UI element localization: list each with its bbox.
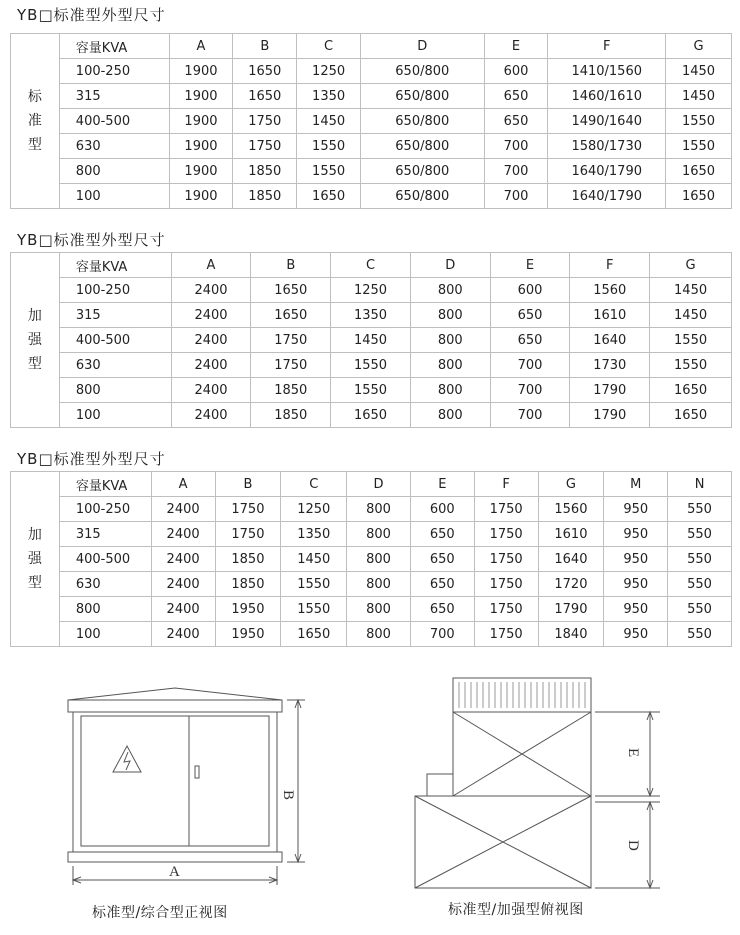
dimension-cell: 1790: [538, 597, 604, 622]
column-header: C: [297, 34, 361, 59]
dimension-cell: 950: [604, 547, 668, 572]
dimension-cell: 1650: [650, 378, 732, 403]
dimension-cell: 650: [484, 84, 548, 109]
table-row: [11, 59, 732, 84]
capacity-cell: 100-250: [59, 59, 169, 84]
side-label-char: 型: [27, 137, 42, 153]
side-label-char: 型: [27, 356, 42, 372]
dimension-cell: 1460/1610: [548, 84, 666, 109]
dimension-cell: 1850: [215, 572, 281, 597]
dimension-cell: 1750: [474, 497, 538, 522]
dimension-cell: 1350: [331, 303, 411, 328]
dimension-cell: 950: [604, 622, 668, 647]
dimension-cell: 950: [604, 497, 668, 522]
column-header: G: [666, 34, 732, 59]
column-header: B: [215, 472, 281, 497]
capacity-cell: 400-500: [59, 328, 171, 353]
dimension-cell: 1450: [666, 84, 732, 109]
side-label-char: 型: [27, 575, 42, 591]
dimension-cell: 1900: [169, 84, 233, 109]
dimension-cell: 1640: [570, 328, 650, 353]
dimension-cell: 2400: [171, 328, 251, 353]
column-header: F: [570, 253, 650, 278]
dimension-cell: 1410/1560: [548, 59, 666, 84]
column-header: 容量KVA: [59, 472, 151, 497]
dimension-cell: 650/800: [361, 109, 485, 134]
cabinet-base: [68, 852, 282, 862]
dimension-cell: 1650: [251, 278, 331, 303]
dimension-cell: 1750: [474, 572, 538, 597]
dimension-cell: 650/800: [361, 159, 485, 184]
dimension-cell: 1950: [215, 597, 281, 622]
dimension-cell: 1850: [233, 159, 297, 184]
vent-grille: [453, 678, 591, 712]
side-label-char: 准: [27, 113, 42, 129]
capacity-cell: 315: [59, 522, 151, 547]
capacity-cell: 400-500: [59, 109, 169, 134]
column-header: B: [251, 253, 331, 278]
capacity-cell: 400-500: [59, 547, 151, 572]
dimension-cell: 1900: [169, 159, 233, 184]
capacity-cell: 630: [59, 572, 151, 597]
dimension-cell: 800: [347, 572, 411, 597]
dimension-cell: 550: [668, 572, 732, 597]
side-label-char: 强: [27, 332, 42, 348]
dimension-cell: 1790: [570, 403, 650, 428]
column-header: A: [151, 472, 215, 497]
dimension-cell: 1750: [251, 328, 331, 353]
dimension-cell: 700: [484, 159, 548, 184]
dimension-cell: 1550: [331, 378, 411, 403]
dimension-cell: 800: [410, 353, 490, 378]
front-view-caption: 标准型/综合型正视图: [92, 905, 228, 921]
table-row: [11, 497, 732, 522]
dimension-cell: 1750: [474, 622, 538, 647]
dimension-cell: 600: [484, 59, 548, 84]
dimension-cell: 1610: [538, 522, 604, 547]
dimension-cell: 1640: [538, 547, 604, 572]
table-header-row: [11, 253, 732, 278]
column-header: A: [169, 34, 233, 59]
side-label-char: 标: [27, 89, 42, 105]
dimension-cell: 950: [604, 597, 668, 622]
label-d: D: [625, 840, 641, 851]
column-header: E: [410, 472, 474, 497]
dimension-cell: 1650: [650, 403, 732, 428]
table-title-3: YB□标准型外型尺寸: [17, 450, 166, 468]
dimension-cell: 650: [410, 597, 474, 622]
column-header: N: [668, 472, 732, 497]
table-row: [11, 597, 732, 622]
top-view-drawing: [405, 670, 675, 900]
column-header: D: [410, 253, 490, 278]
dimension-cell: 700: [410, 622, 474, 647]
column-header: F: [474, 472, 538, 497]
dimension-cell: 550: [668, 497, 732, 522]
dimension-cell: 1550: [281, 597, 347, 622]
dimension-cell: 650: [484, 109, 548, 134]
label-e: E: [625, 748, 641, 758]
table-row: [11, 303, 732, 328]
dimension-cell: 800: [347, 497, 411, 522]
capacity-cell: 100-250: [59, 278, 171, 303]
table-row: [11, 522, 732, 547]
column-header: G: [538, 472, 604, 497]
dimension-cell: 800: [347, 622, 411, 647]
table-row: [11, 622, 732, 647]
dimension-cell: 650/800: [361, 59, 485, 84]
label-b: B: [280, 790, 296, 801]
dimension-cell: 1840: [538, 622, 604, 647]
dimension-cell: 650: [490, 328, 570, 353]
dimension-cell: 1450: [650, 303, 732, 328]
spec-table-reinforced: [10, 252, 732, 428]
spec-table-reinforced-extended: [10, 471, 732, 647]
lightning-icon: [124, 752, 130, 770]
capacity-cell: 630: [59, 353, 171, 378]
dimension-cell: 1900: [169, 109, 233, 134]
dimension-cell: 700: [490, 403, 570, 428]
dimension-cell: 800: [347, 597, 411, 622]
dimension-cell: 1450: [331, 328, 411, 353]
dimension-cell: 700: [490, 378, 570, 403]
cabinet-body: [73, 712, 277, 852]
dimension-cell: 1650: [233, 59, 297, 84]
dimension-cell: 700: [484, 134, 548, 159]
dimension-cell: 650/800: [361, 84, 485, 109]
side-label-char: 加: [27, 308, 42, 324]
capacity-cell: 800: [59, 159, 169, 184]
capacity-cell: 100: [59, 184, 169, 209]
dimension-cell: 550: [668, 597, 732, 622]
dimension-cell: 1350: [281, 522, 347, 547]
capacity-cell: 315: [59, 84, 169, 109]
dimension-cell: 1550: [666, 134, 732, 159]
dimension-cell: 1610: [570, 303, 650, 328]
dimension-cell: 1550: [666, 109, 732, 134]
table-row: [11, 572, 732, 597]
dimension-cell: 1450: [666, 59, 732, 84]
dimension-cell: 1640/1790: [548, 184, 666, 209]
side-label: [11, 472, 60, 647]
dimension-cell: 1650: [233, 84, 297, 109]
dimension-cell: 2400: [151, 497, 215, 522]
dimension-cell: 600: [410, 497, 474, 522]
dimension-cell: 1250: [281, 497, 347, 522]
table-row: [11, 159, 732, 184]
dimension-cell: 1250: [331, 278, 411, 303]
dimension-cell: 1650: [666, 184, 732, 209]
capacity-cell: 100: [59, 622, 151, 647]
dimension-cell: 2400: [151, 597, 215, 622]
dimension-cell: 600: [490, 278, 570, 303]
table-row: [11, 278, 732, 303]
capacity-cell: 100-250: [59, 497, 151, 522]
column-header: B: [233, 34, 297, 59]
side-label: [11, 34, 60, 209]
table-row: [11, 109, 732, 134]
dimension-cell: 1750: [251, 353, 331, 378]
label-a: A: [169, 864, 180, 880]
dimension-cell: 550: [668, 522, 732, 547]
front-view-drawing: [55, 680, 315, 890]
dimension-cell: 1640/1790: [548, 159, 666, 184]
table-row: [11, 184, 732, 209]
column-header: G: [650, 253, 732, 278]
dimension-cell: 650/800: [361, 184, 485, 209]
capacity-cell: 100: [59, 403, 171, 428]
dimension-cell: 1850: [251, 403, 331, 428]
dimension-cell: 1750: [474, 547, 538, 572]
dimension-cell: 650: [490, 303, 570, 328]
dimension-cell: 1950: [215, 622, 281, 647]
door-frame: [81, 716, 269, 846]
capacity-cell: 315: [59, 303, 171, 328]
dimension-cell: 1650: [666, 159, 732, 184]
dimension-cell: 1790: [570, 378, 650, 403]
dimension-cell: 1450: [281, 547, 347, 572]
dimension-cell: 1900: [169, 184, 233, 209]
column-header: D: [347, 472, 411, 497]
dimension-cell: 1900: [169, 134, 233, 159]
column-header: 容量KVA: [59, 253, 171, 278]
dimension-cell: 1730: [570, 353, 650, 378]
dimension-cell: 1550: [281, 572, 347, 597]
column-header: E: [490, 253, 570, 278]
table-header-row: [11, 34, 732, 59]
table-row: [11, 403, 732, 428]
column-header: D: [361, 34, 485, 59]
side-box: [427, 774, 453, 796]
column-header: F: [548, 34, 666, 59]
dimension-cell: 1650: [297, 184, 361, 209]
table-title-2: YB□标准型外型尺寸: [17, 231, 166, 249]
dimension-cell: 650: [410, 547, 474, 572]
column-header: 容量KVA: [59, 34, 169, 59]
dimension-cell: 1450: [650, 278, 732, 303]
dimension-cell: 2400: [151, 572, 215, 597]
dimension-cell: 1250: [297, 59, 361, 84]
capacity-cell: 800: [59, 378, 171, 403]
dimension-cell: 2400: [171, 353, 251, 378]
side-label-char: 强: [27, 551, 42, 567]
dimension-cell: 1490/1640: [548, 109, 666, 134]
dimension-cell: 650/800: [361, 134, 485, 159]
dimension-cell: 800: [347, 547, 411, 572]
dimension-cell: 1720: [538, 572, 604, 597]
dimension-cell: 1550: [331, 353, 411, 378]
dimension-cell: 950: [604, 572, 668, 597]
dimension-cell: 1850: [251, 378, 331, 403]
dimension-cell: 1900: [169, 59, 233, 84]
dimension-cell: 800: [410, 278, 490, 303]
dimension-cell: 650: [410, 522, 474, 547]
dimension-cell: 800: [347, 522, 411, 547]
capacity-cell: 630: [59, 134, 169, 159]
dimension-cell: 1650: [281, 622, 347, 647]
dimension-cell: 1350: [297, 84, 361, 109]
dimension-cell: 1550: [297, 159, 361, 184]
table-row: [11, 353, 732, 378]
table-row: [11, 378, 732, 403]
dimension-cell: 800: [410, 403, 490, 428]
dimension-cell: 1550: [650, 353, 732, 378]
capacity-cell: 800: [59, 597, 151, 622]
column-header: A: [171, 253, 251, 278]
dimension-cell: 800: [410, 328, 490, 353]
dimension-cell: 1750: [215, 497, 281, 522]
spec-table-standard: [10, 33, 732, 209]
dimension-cell: 550: [668, 622, 732, 647]
dimension-cell: 550: [668, 547, 732, 572]
dimension-cell: 1650: [331, 403, 411, 428]
dimension-cell: 650: [410, 572, 474, 597]
dimension-cell: 1750: [233, 109, 297, 134]
dimension-cell: 1750: [233, 134, 297, 159]
table-row: [11, 134, 732, 159]
dimension-cell: 1750: [474, 597, 538, 622]
table-header-row: [11, 472, 732, 497]
dimension-cell: 800: [410, 378, 490, 403]
dimension-cell: 2400: [171, 303, 251, 328]
column-header: M: [604, 472, 668, 497]
roof-outline: [68, 688, 282, 700]
dimension-cell: 1580/1730: [548, 134, 666, 159]
dimension-cell: 1850: [215, 547, 281, 572]
dimension-cell: 2400: [151, 522, 215, 547]
column-header: C: [331, 253, 411, 278]
side-label-char: 加: [27, 527, 42, 543]
dimension-cell: 1750: [474, 522, 538, 547]
dimension-cell: 950: [604, 522, 668, 547]
column-header: E: [484, 34, 548, 59]
dimension-cell: 1750: [215, 522, 281, 547]
side-label: [11, 253, 60, 428]
dimension-cell: 1560: [570, 278, 650, 303]
dimension-cell: 1550: [650, 328, 732, 353]
top-view-caption: 标准型/加强型俯视图: [448, 902, 584, 918]
table-row: [11, 547, 732, 572]
dimension-cell: 700: [490, 353, 570, 378]
dimension-cell: 2400: [151, 622, 215, 647]
dimension-cell: 1560: [538, 497, 604, 522]
dimension-cell: 1850: [233, 184, 297, 209]
dimension-cell: 700: [484, 184, 548, 209]
dimension-cell: 2400: [171, 403, 251, 428]
dimension-cell: 2400: [171, 378, 251, 403]
table-row: [11, 328, 732, 353]
door-handle: [195, 766, 199, 778]
table-row: [11, 84, 732, 109]
dimension-cell: 1450: [297, 109, 361, 134]
dimension-cell: 1550: [297, 134, 361, 159]
dimension-cell: 2400: [151, 547, 215, 572]
roof-eave: [68, 700, 282, 712]
table-title-1: YB□标准型外型尺寸: [17, 6, 166, 24]
dimension-cell: 1650: [251, 303, 331, 328]
dimension-cell: 2400: [171, 278, 251, 303]
dimension-cell: 800: [410, 303, 490, 328]
column-header: C: [281, 472, 347, 497]
